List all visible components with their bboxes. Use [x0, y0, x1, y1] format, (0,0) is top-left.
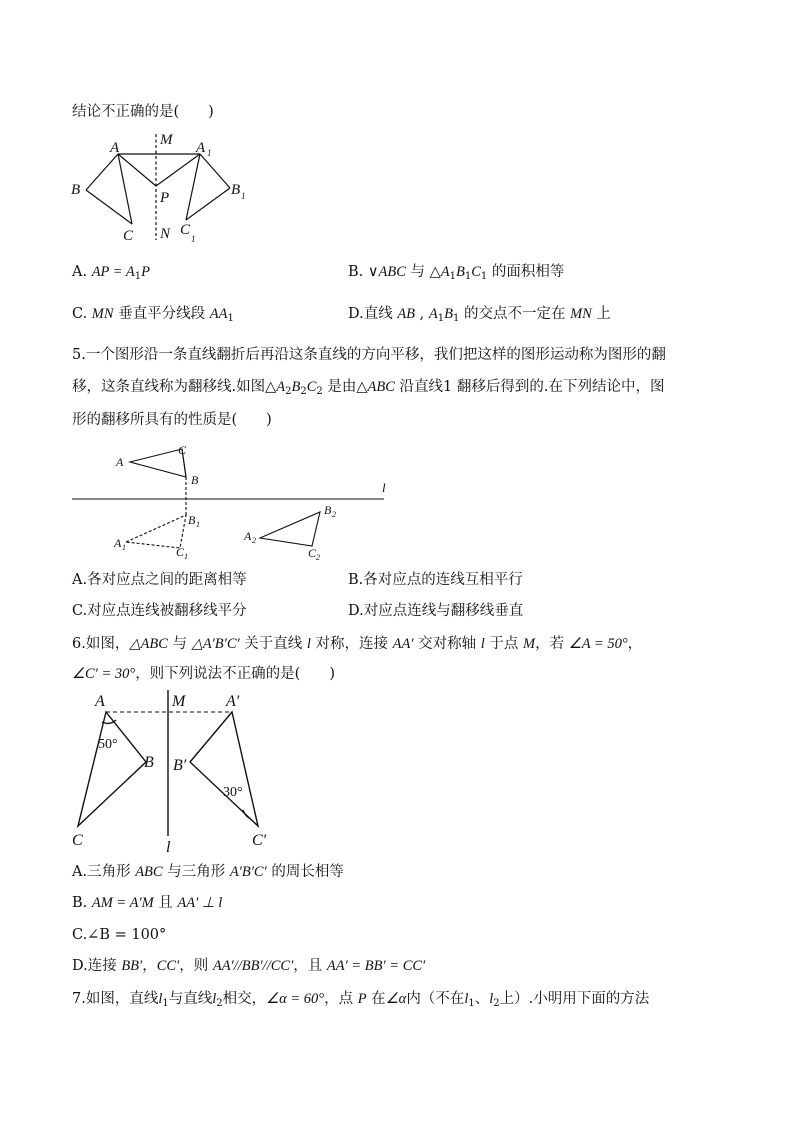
label-P: P — [160, 190, 170, 206]
label-C1: C — [176, 545, 185, 559]
label-C2: C — [308, 546, 317, 560]
q5-stem-line3: 形的翻移所具有的性质是( ) — [72, 412, 272, 428]
segment-BC — [86, 190, 132, 224]
label-B1-sub: 1 — [241, 191, 246, 201]
label-A1-sub: 1 — [122, 543, 126, 552]
q6-option-a: A.三角形 ABC 与三角形 A′B′C′ 的周长相等 — [72, 864, 344, 880]
label-C1: C — [180, 222, 191, 238]
segment-AB — [86, 154, 118, 190]
triangle-A2B2C2 — [260, 512, 320, 546]
label-B1-sub: 1 — [196, 520, 200, 529]
label-C: C — [178, 443, 187, 457]
label-A1: A — [196, 140, 206, 156]
q6-option-c: C.∠B = 100° — [72, 927, 167, 943]
q6-stem-line2: ∠C′ = 30°，则下列说法不正确的是( ) — [72, 666, 336, 682]
q6-option-b: B. AM = A′M 且 AA′ ⊥ l — [72, 895, 223, 911]
q4-option-d: D.直线 AB , $A_1B_1$ 的交点不一定在 MN 上 — [348, 306, 611, 324]
label-A-prime: A′ — [226, 693, 240, 710]
label-M: M — [160, 132, 173, 148]
q5-option-a: A.各对应点之间的距离相等 — [72, 572, 247, 588]
q4-figure — [68, 128, 258, 248]
label-C1-sub: 1 — [191, 234, 196, 244]
q4-option-a: A. AP = $A_1P$ — [72, 264, 151, 282]
label-B1: B — [188, 513, 196, 527]
label-A2-sub: 2 — [252, 536, 256, 545]
q5-figure — [72, 440, 392, 560]
segment-A1B1 — [200, 154, 230, 188]
q6-figure — [68, 690, 288, 856]
label-N: N — [160, 226, 171, 242]
label-B: B — [144, 754, 154, 771]
label-A1: A — [114, 536, 122, 550]
label-B1: B — [231, 182, 241, 198]
label-angle-50: 50° — [98, 737, 118, 752]
label-B: B — [71, 182, 81, 198]
q4-stem: 结论不正确的是( ) — [72, 104, 214, 120]
label-C-prime: C′ — [252, 832, 267, 849]
label-A1-sub: 1 — [207, 148, 212, 158]
q4-option-b: B. ∨ABC 与 $\triangle A_1B_1C_1$ 的面积相等 — [348, 264, 565, 282]
label-C2-sub: 2 — [316, 553, 320, 560]
label-B2: B — [324, 503, 332, 517]
segment-PA1 — [156, 154, 200, 186]
q5-option-b: B.各对应点的连线互相平行 — [348, 572, 523, 588]
q7-stem-line1: 7.如图，直线$l_1$与直线$l_2$相交，∠α = 60°，点 P 在∠α内（不在$l_1$、$l_2$上）.小明用下面的方法 — [72, 991, 650, 1009]
label-A: A — [116, 455, 124, 469]
label-C1-sub: 1 — [184, 552, 188, 560]
label-l: l — [382, 480, 386, 495]
q4-option-c: C. MN 垂直平分线段 $AA_1$ — [72, 306, 234, 324]
q6-option-d: D.连接 BB′，CC′，则 AA′//BB′//CC′，且 AA′ = BB′ = CC′ — [72, 958, 426, 974]
q6-stem-line1: 6.如图，△ABC 与 △A′B′C′ 关于直线 l 对称，连接 AA′ 交对称轴 l 于点 M，若 ∠A = 50°， — [72, 636, 643, 652]
label-A2: A — [244, 529, 252, 543]
triangle-ABC — [78, 712, 146, 826]
q5-stem-line2: 移，这条直线称为翻移线.如图$\triangle A_2B_2C_2$ 是由△ABC 沿直线1 翻移后得到的.在下列结论中，图 — [72, 379, 665, 397]
label-M: M — [172, 693, 186, 710]
label-l: l — [166, 839, 171, 856]
triangle-A1B1C1 — [126, 515, 186, 548]
segment-A1C1 — [186, 154, 200, 220]
q5-option-d: D.对应点连线与翻移线垂直 — [348, 603, 524, 619]
triangle-A-prime-B-prime-C-prime — [190, 712, 258, 826]
label-A: A — [95, 693, 105, 710]
label-C: C — [72, 832, 83, 849]
label-B: B — [191, 473, 199, 487]
segment-B1C1 — [186, 188, 230, 220]
label-angle-30: 30° — [223, 785, 243, 800]
label-C: C — [123, 228, 134, 244]
q5-stem-line1: 5.一个图形沿一条直线翻折后再沿这条直线的方向平移，我们把这样的图形运动称为图形的翻 — [72, 347, 666, 363]
label-A: A — [110, 140, 120, 156]
label-B-prime: B′ — [173, 757, 187, 774]
q5-option-c: C.对应点连线被翻移线平分 — [72, 603, 247, 619]
label-B2-sub: 2 — [332, 510, 336, 519]
